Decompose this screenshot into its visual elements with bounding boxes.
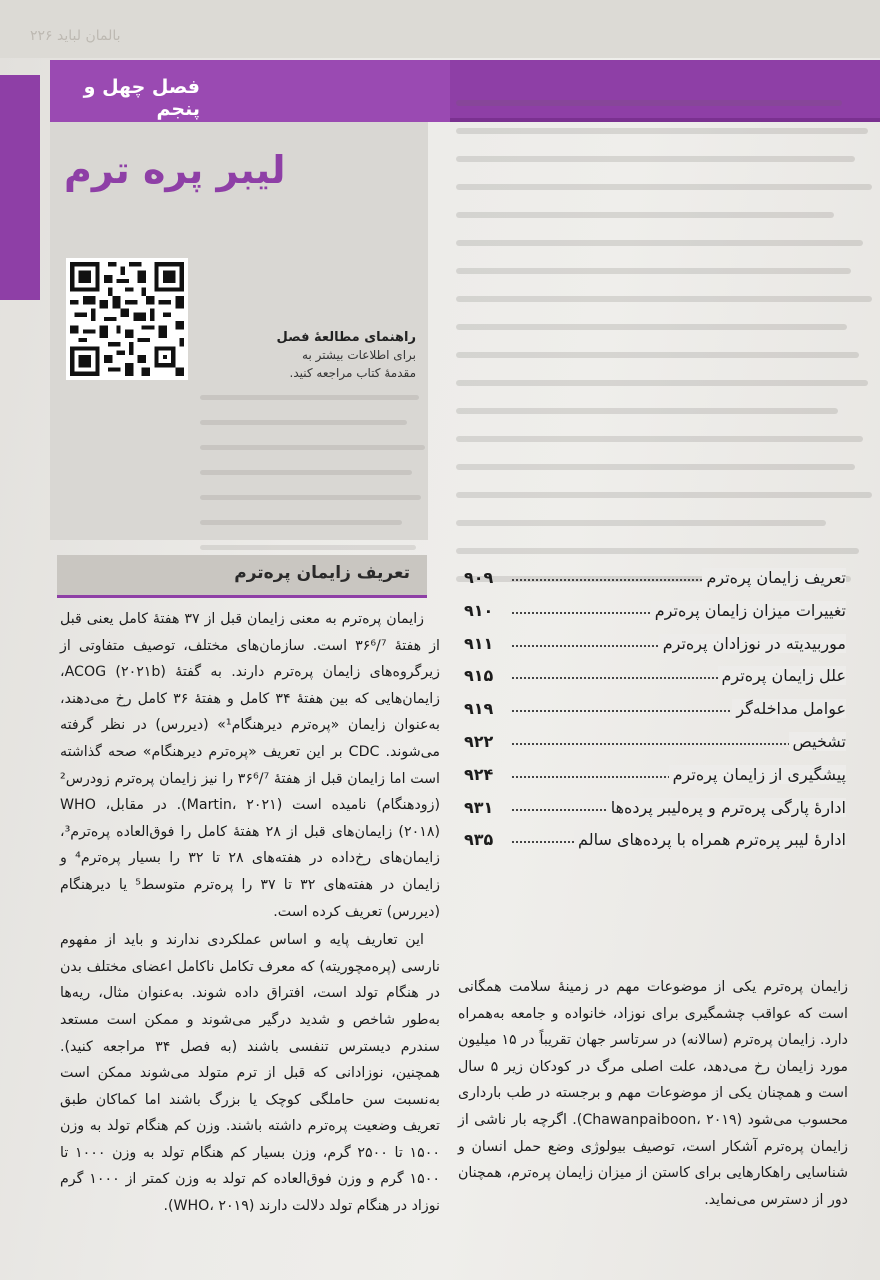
toc-item[interactable] [460,763,846,796]
intro-paragraph: زایمان پره‌ترم یکی از موضوعات مهم در زمینهٔ سلامت همگانی است که عواقب چشمگیری برای نوزاد، خانواده و جامعه به‌همراه دارد. زایمان پره‌ترم (سالانه) در سرتاسر جهان تقریباً در ۱۵ میلیون مورد زایمان رخ می‌دهد، علت اصلی مرگ در کودکان زیر ۵ سال است و همچنان یکی از موضوعات مهم و برجسته در طب بارداری محسوب می‌شود (Chawanpaiboon، ۲۰۱۹). اگرچه بار ناشی از زایمان پره‌ترم آشکار است، توصیف بیولوژی وضع حمل انسان و شناسایی راهکارهایی برای کاستن از میزان زایمان پره‌ترم، همچنان دور از دسترس می‌نماید. [458,979,848,1208]
toc-item[interactable] [460,796,846,829]
toc-title: عوامل مداخله‌گر [732,699,846,718]
toc-page: ۹۱۹ [464,699,494,719]
toc-title: ادارهٔ پارگی پره‌ترم و پره‌لیبر پرده‌ها [607,798,846,817]
study-guide [200,330,416,381]
intro-paragraph-block [458,974,848,1213]
toc-page: ۹۲۲ [464,731,494,751]
toc-page: ۹۲۴ [464,764,494,784]
toc-item[interactable] [460,828,846,861]
toc-page: ۹۱۱ [464,633,494,653]
side-accent-bar [0,75,40,300]
toc-item[interactable] [460,566,846,599]
show-through-text [456,100,876,570]
toc-title: علل زایمان پره‌ترم [718,666,846,685]
running-header: بالمان لباید ۲۲۶ [30,28,121,44]
toc-title: پیشگیری از زایمان پره‌ترم [669,765,846,784]
section-heading: تعریف زایمان پره‌ترم [234,563,410,583]
study-guide-desc-1: برای اطلاعات بیشتر به [302,348,416,362]
body-paragraph-2: این تعاریف پایه و اساس عملکردی ندارند و باید از مفهوم نارسی (پره‌مچوریته) که معرف تکامل ناکامل اعضای مختلف بدن در هنگام تولد است، افتراق داده شوند. به‌عنوان مثال، ریه‌ها به‌طور شاخص و شدید درگیر می‌شوند و ممکن است مستعد سندرم دیسترس تنفسی باشند (به فصل ۳۴ مراجعه کنید). همچنین، نوزادانی که قبل از ترم متولد می‌شوند ممکن است به‌نسبت سن حاملگی کوچک یا بزرگ باشند اما کماکان طبق تعریف وضعیت پره‌ترم داشته باشند. وزن کم هنگام تولد به وزن ۱۵۰۰ تا ۲۵۰۰ گرم، وزن بسیار کم هنگام تولد به وزن ۱۰۰۰ تا ۱۵۰۰ گرم و وزن فوق‌العاده کم تولد به وزن کمتر از ۱۰۰۰ گرم نوزاد در هنگام تولد دلالت دارند (WHO، ۲۰۱۹). [60,932,441,1215]
toc-page: ۹۱۵ [464,666,494,686]
toc-item[interactable] [460,599,846,632]
toc-page: ۹۳۵ [464,830,494,850]
toc-item[interactable] [460,664,846,697]
chapter-contents [460,566,846,861]
body-paragraph-1: زایمان پره‌ترم به معنی زایمان قبل از ۳۷ هفتهٔ کامل یعنی قبل از هفتهٔ ۳۶⁶/⁷ است. سازمان‌های مختلف، توصیف متفاوتی از زیرگروه‌های زایمان پره‌ترم دارند. به گفتهٔ ACOG (۲۰۲۱b)، زایمان‌هایی که بین هفتهٔ ۳۴ کامل و هفتهٔ ۳۶ کامل رخ می‌دهند، به‌عنوان زایمان «پره‌ترم دیرهنگام¹» (دیررس) در نظر گرفته می‌شوند. CDC بر این تعریف «پره‌ترم دیرهنگام» صحه گذاشته است اما زایمان قبل از هفتهٔ ۳۶⁶/⁷ را نیز زایمان پره‌ترم زودرس² (زودهنگام) نامیده است (Martin، ۲۰۲۱). در مقابل، WHO (۲۰۱۸) زایمان‌های قبل از ۲۸ هفتهٔ کامل را فوق‌العاده پره‌ترم³، زایمان‌های رخ‌داده در هفته‌های ۲۸ تا ۳۲ را بسیار پره‌ترم⁴ و زایمان در هفته‌های ۳۲ تا ۳۷ را پره‌ترم متوسط⁵ یا دیرهنگام (دیررس) تعریف کرده است. [60,611,441,920]
toc-item[interactable] [460,697,846,730]
toc-item[interactable] [460,730,846,763]
study-guide-title: راهنمای مطالعهٔ فصل [276,330,416,345]
chapter-title: لیبر پره ترم [64,148,286,192]
toc-page: ۹۱۰ [464,600,494,620]
toc-title: موربیدیته در نوزادان پره‌ترم [659,634,846,653]
toc-page: ۹۳۱ [464,797,494,817]
toc-page: ۹۰۹ [464,568,494,587]
toc-title: ادارهٔ لیبر پره‌ترم همراه با پرده‌های سالم [574,830,846,849]
study-guide-desc-2: مقدمهٔ کتاب مراجعه کنید. [289,366,416,380]
top-margin [0,0,880,58]
toc-item[interactable] [460,632,846,665]
qr-code-icon[interactable] [66,258,188,380]
toc-title: تغییرات میزان زایمان پره‌ترم [651,601,846,620]
section-body [60,606,440,1222]
chapter-label: فصل چهل و پنجم [83,76,200,120]
show-through-text-2 [200,395,430,555]
toc-title: تعریف زایمان پره‌ترم [702,568,846,587]
toc-title: تشخیص [789,732,846,751]
